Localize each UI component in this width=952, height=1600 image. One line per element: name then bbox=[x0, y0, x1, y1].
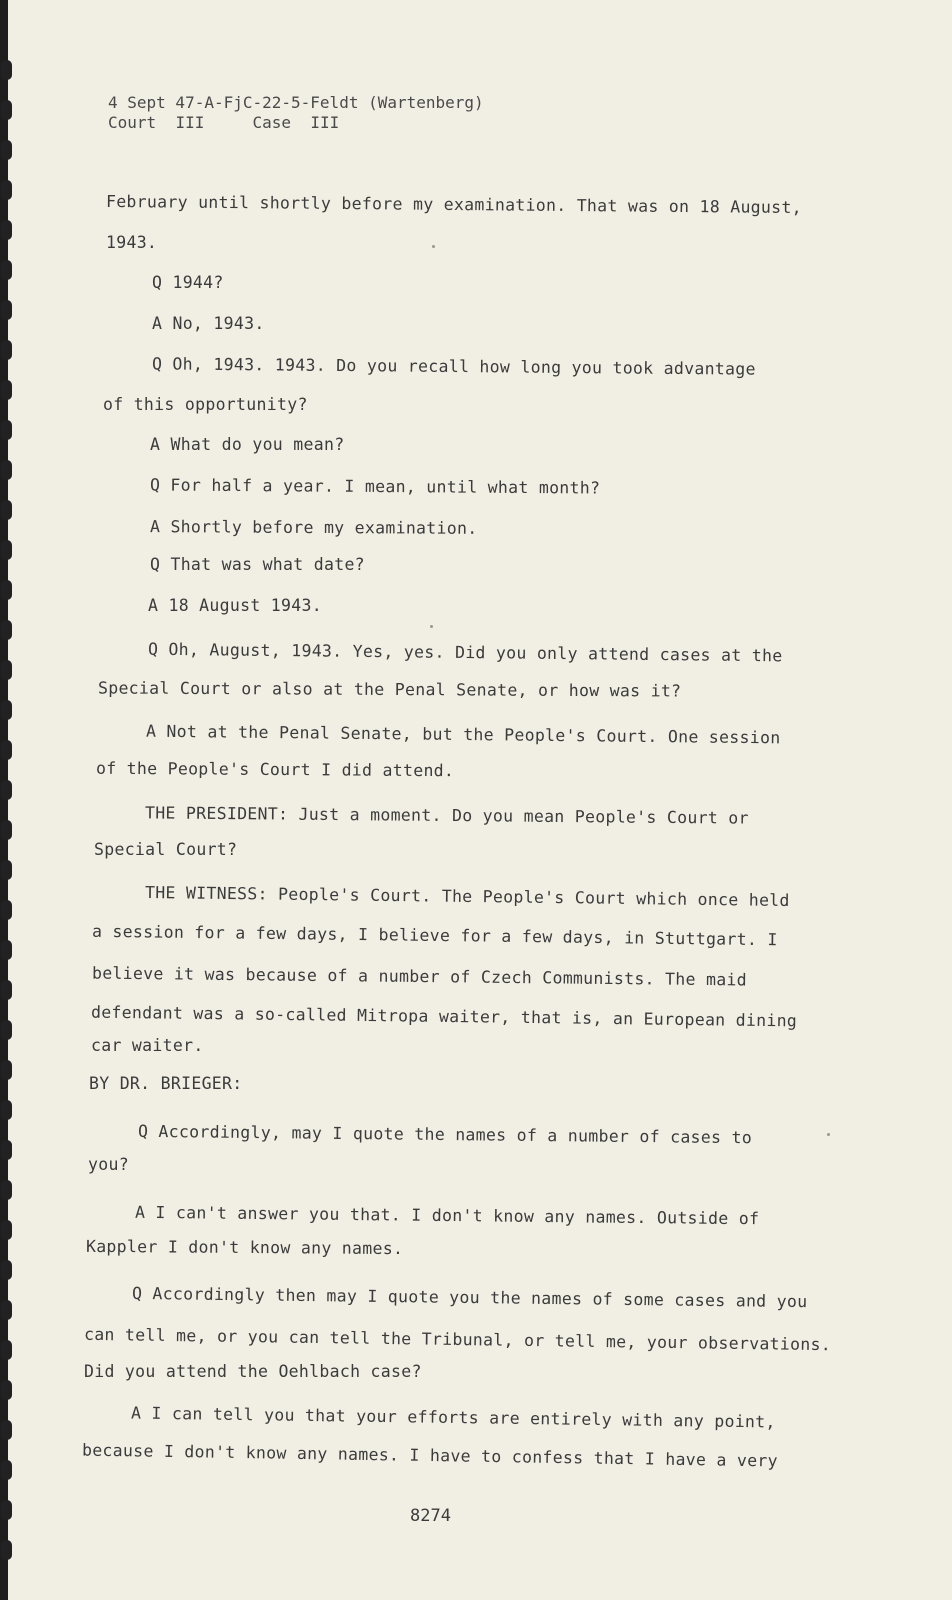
transcript-line: A Shortly before my examination. bbox=[149, 517, 478, 538]
transcript-line: believe it was because of a number of Czech Communists. The maid bbox=[91, 963, 748, 990]
transcript-line: can tell me, or you can tell the Tribunal, or tell me, your observations. bbox=[83, 1324, 832, 1355]
page-number: 8274 bbox=[410, 1506, 451, 1526]
transcript-line: Q That was what date? bbox=[150, 555, 365, 574]
paper-speck bbox=[432, 245, 435, 248]
transcript-line: car waiter. bbox=[91, 1036, 204, 1055]
paper-speck bbox=[827, 1133, 830, 1136]
transcript-line: A 18 August 1943. bbox=[148, 596, 322, 615]
case-label: Case bbox=[252, 113, 292, 132]
transcript-line: February until shortly before my examination. That was on 18 August, bbox=[105, 191, 802, 218]
transcript-line: Q Accordingly, may I quote the names of a number of cases to bbox=[137, 1121, 753, 1148]
transcript-line: Q Oh, August, 1943. Yes, yes. Did you only attend cases at the bbox=[147, 639, 783, 666]
transcript-line: Q Oh, 1943. 1943. Do you recall how long you took advantage bbox=[151, 354, 756, 379]
transcript-line: Special Court or also at the Penal Senate, or how was it? bbox=[97, 678, 682, 701]
transcript-line: defendant was a so-called Mitropa waiter, that is, an European dining bbox=[90, 1002, 798, 1031]
transcript-line: Kappler I don't know any names. bbox=[85, 1236, 404, 1259]
transcript-line: THE WITNESS: People's Court. The People's Court which once held bbox=[144, 883, 790, 910]
transcript-line: 1943. bbox=[106, 233, 158, 252]
transcript-line: A I can tell you that your efforts are entirely with any point, bbox=[130, 1403, 776, 1432]
transcript-line: because I don't know any names. I have to confess that I have a very bbox=[81, 1440, 779, 1471]
transcript-line: BY DR. BRIEGER: bbox=[89, 1074, 243, 1093]
transcript-line: A I can't answer you that. I don't know any names. Outside of bbox=[134, 1202, 760, 1229]
transcript-line: Q For half a year. I mean, until what month? bbox=[149, 475, 601, 498]
transcript-line: of this opportunity? bbox=[103, 395, 308, 414]
transcript-line: of the People's Court I did attend. bbox=[95, 758, 455, 781]
court-label: Court bbox=[108, 113, 157, 132]
paper-speck bbox=[430, 625, 433, 628]
transcript-line: you? bbox=[88, 1155, 129, 1174]
transcript-line: THE PRESIDENT: Just a moment. Do you mean People's Court or bbox=[144, 803, 749, 828]
case-number: III bbox=[310, 113, 340, 132]
transcript-line: A What do you mean? bbox=[150, 435, 345, 454]
transcript-line: a session for a few days, I believe for a few days, in Stuttgart. I bbox=[91, 921, 778, 950]
transcript-line: Did you attend the Oehlbach case? bbox=[84, 1362, 422, 1381]
transcript-line: Q 1944? bbox=[152, 273, 224, 292]
transcript-line: Q Accordingly then may I quote you the names of some cases and you bbox=[131, 1283, 808, 1312]
header-reference: 4 Sept 47-A-FjC-22-5-Feldt (Wartenberg) bbox=[108, 93, 484, 112]
transcript-line: Special Court? bbox=[94, 840, 238, 859]
transcript-line: A Not at the Penal Senate, but the People's Court. One session bbox=[145, 721, 781, 748]
transcript-line: A No, 1943. bbox=[152, 314, 265, 333]
court-number: III bbox=[175, 113, 205, 132]
